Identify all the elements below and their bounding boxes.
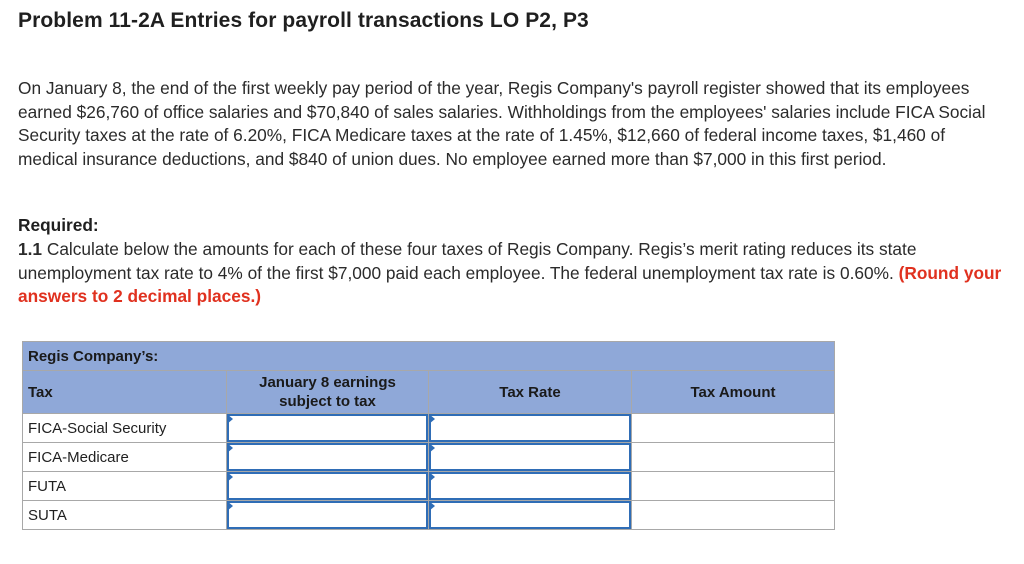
input-marker-icon xyxy=(227,472,233,482)
problem-title: Problem 11-2A Entries for payroll transactions LO P2, P3 xyxy=(18,9,589,32)
table-row xyxy=(23,443,835,472)
required-heading: Required: xyxy=(18,215,99,235)
earnings-input-futa[interactable] xyxy=(227,472,428,500)
amount-cell-suta xyxy=(632,501,835,530)
column-header-tax: Tax xyxy=(23,371,227,414)
table-row xyxy=(23,501,835,530)
amount-cell-futa xyxy=(632,472,835,501)
tax-table xyxy=(22,341,835,530)
requirement-number: 1.1 xyxy=(18,239,43,259)
requirement-body: Calculate below the amounts for each of these four taxes of Regis Company. Regis’s merit rating reduces its state unemployment tax rate to 4% of the first $7,000 paid each employee. The federal unemployment tax rate is 0.60%. xyxy=(18,239,917,283)
rate-input-suta[interactable] xyxy=(429,501,631,529)
input-marker-icon xyxy=(227,414,233,424)
requirement-text xyxy=(18,238,1008,309)
row-label-suta: SUTA xyxy=(23,501,227,530)
rounding-note: (Round your answers to 2 decimal places.) xyxy=(18,262,1002,306)
earnings-input-fica-medicare[interactable] xyxy=(227,443,428,471)
input-marker-icon xyxy=(429,501,435,511)
amount-cell-fica-medicare xyxy=(632,443,835,472)
column-header-earnings: January 8 earnings subject to tax xyxy=(227,371,429,414)
row-label-fica-ss: FICA-Social Security xyxy=(23,414,227,443)
row-label-fica-medicare: FICA-Medicare xyxy=(23,443,227,472)
input-marker-icon xyxy=(227,443,233,453)
row-label-futa: FUTA xyxy=(23,472,227,501)
input-marker-icon xyxy=(429,414,435,424)
input-marker-icon xyxy=(429,443,435,453)
rate-input-fica-ss[interactable] xyxy=(429,414,631,442)
table-row xyxy=(23,414,835,443)
earnings-input-suta[interactable] xyxy=(227,501,428,529)
column-header-tax-rate: Tax Rate xyxy=(429,371,632,414)
input-marker-icon xyxy=(429,472,435,482)
rate-input-fica-medicare[interactable] xyxy=(429,443,631,471)
rate-input-futa[interactable] xyxy=(429,472,631,500)
table-row xyxy=(23,472,835,501)
input-marker-icon xyxy=(227,501,233,511)
company-header: Regis Company’s: xyxy=(23,342,835,371)
amount-cell-fica-ss xyxy=(632,414,835,443)
column-header-tax-amount: Tax Amount xyxy=(632,371,835,414)
problem-intro: On January 8, the end of the first weekly pay period of the year, Regis Company's payroll register showed that its employees earned $26,760 of office salaries and $70,840 of sales salaries. Withholdings from the employees' salaries include FICA Social Security taxes at the rate of 6.20%, FICA Medicare taxes at the rate of 1.45%, $12,660 of federal income taxes, $1,460 of medical insurance deductions, and $840 of union dues. No employee earned more than $7,000 in this first period. xyxy=(18,78,986,169)
earnings-input-fica-ss[interactable] xyxy=(227,414,428,442)
